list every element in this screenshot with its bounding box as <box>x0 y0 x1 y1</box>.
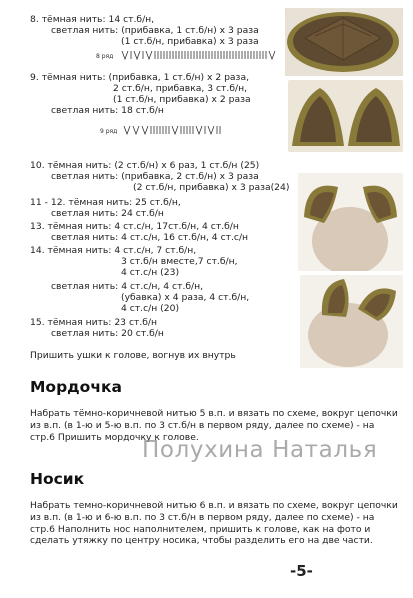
round-dark-text: тёмная нить: 25 ст.б/н, <box>68 197 181 208</box>
round-9-cont-1: 2 ст.б/н, прибавка, 3 ст.б/н, <box>113 83 248 94</box>
round-15-dark <box>30 317 157 328</box>
scheme-row-9 <box>96 125 281 135</box>
round-10-light-2: (2 ст.б/н, прибавка) х 3 раза(24) <box>133 182 290 193</box>
round-8-dark <box>30 14 154 25</box>
photo-ears-pair <box>288 80 403 152</box>
round-13-dark <box>30 221 239 232</box>
ear-flat-photo-icon <box>285 8 403 76</box>
round-15-light: светлая нить: 20 ст.б/н <box>51 328 164 339</box>
nose-text: Набрать темно-коричневой нитью 6 в.п. и вязать по схеме, вокруг цепочки из в.п. (в 1-ю и 6-ю в.п. по 3 ст.б/н в первом ряду, далее по схеме) - на стр.6 Наполнить нос наполнителем, пришить к голове, как на фото и сделать утяжку по центру носика, чтобы разделить его на две части. <box>30 500 398 547</box>
light-label: светлая нить: <box>51 25 119 36</box>
head-side-photo-icon <box>300 275 403 368</box>
round-14-light-3: 4 ст.с/н (20) <box>121 303 180 314</box>
round-number: 13. <box>30 221 45 232</box>
light-line: (прибавка, 2 ст.б/н) х 3 раза <box>121 171 259 182</box>
light-label: светлая нить: <box>51 171 119 182</box>
round-14-cont-2: 4 ст.с/н (23) <box>121 267 180 278</box>
scheme-label-8: 8 ряд <box>96 53 114 60</box>
round-8-light-2: (1 ст.б/н, прибавка) х 3 раза <box>121 36 259 47</box>
crochet-scheme-9-icon <box>96 125 281 135</box>
muzzle-text: Набрать тёмно-коричневой нитью 5 в.п. и вязать по схеме, вокруг цепочки из в.п. (в 1-ю и 5-ю в.п. по 3 ст.б/н в первом ряду, далее по схеме) - на стр.6 Пришить мордочку к голове. <box>30 408 398 443</box>
round-9-light: светлая нить: 18 ст.б/н <box>51 105 164 116</box>
round-11-12-light: светлая нить: 24 ст.б/н <box>51 208 164 219</box>
round-8-light <box>51 25 259 36</box>
round-9-dark <box>30 72 249 83</box>
round-11-12-dark <box>30 197 181 208</box>
scheme-label-9: 9 ряд <box>100 128 118 135</box>
round-number: 10. <box>30 160 45 171</box>
round-dark-text: тёмная нить: 14 ст.б/н, <box>41 14 155 25</box>
round-dark-text: тёмная нить: 4 ст.с/н, 7 ст.б/н, <box>47 245 197 256</box>
ears-pair-photo-icon <box>288 80 403 152</box>
head-front-photo-icon <box>298 173 403 271</box>
round-number: 11 - 12. <box>30 197 66 208</box>
photo-head-front <box>298 173 403 271</box>
round-dark-text: тёмная нить: (2 ст.б/н) х 6 раз, 1 ст.б/н (25) <box>47 160 260 171</box>
light-line: 4 ст.с/н, 4 ст.б/н, <box>121 281 204 292</box>
photo-head-side <box>300 275 403 368</box>
round-14-cont-1: 3 ст.б/н вместе,7 ст.б/н, <box>121 256 238 267</box>
light-label: светлая нить: <box>51 281 119 292</box>
round-13-light: светлая нить: 4 ст.с/н, 16 ст.б/н, 4 ст.с/н <box>51 232 249 243</box>
nose-heading: Носик <box>30 470 85 488</box>
round-14-light <box>51 281 203 292</box>
light-line: (прибавка, 1 ст.б/н) х 3 раза <box>121 25 259 36</box>
round-number: 15. <box>30 317 45 328</box>
round-9-cont-2: (1 ст.б/н, прибавка) х 2 раза <box>113 94 251 105</box>
round-dark-text: тёмная нить: 23 ст.б/н <box>47 317 158 328</box>
crochet-scheme-8-icon <box>96 50 281 60</box>
round-10-dark <box>30 160 259 171</box>
photo-ear-flat <box>285 8 403 76</box>
round-14-dark <box>30 245 196 256</box>
muzzle-heading: Мордочка <box>30 378 122 396</box>
round-dark-text: тёмная нить: 4 ст.с/н, 17ст.б/н, 4 ст.б/н <box>47 221 239 232</box>
attach-ears-note: Пришить ушки к голове, вогнув их внутрь <box>30 350 236 361</box>
round-14-light-2: (убавка) х 4 раза, 4 ст.б/н, <box>121 292 250 303</box>
round-number: 9. <box>30 72 39 83</box>
author-watermark: Полухина Наталья <box>142 437 378 463</box>
round-number: 8. <box>30 14 39 25</box>
round-10-light <box>51 171 259 182</box>
round-dark-text: тёмная нить: (прибавка, 1 ст.б/н) х 2 раза, <box>41 72 249 83</box>
round-number: 14. <box>30 245 45 256</box>
scheme-row-8 <box>96 50 281 60</box>
page-number: -5- <box>290 562 313 580</box>
